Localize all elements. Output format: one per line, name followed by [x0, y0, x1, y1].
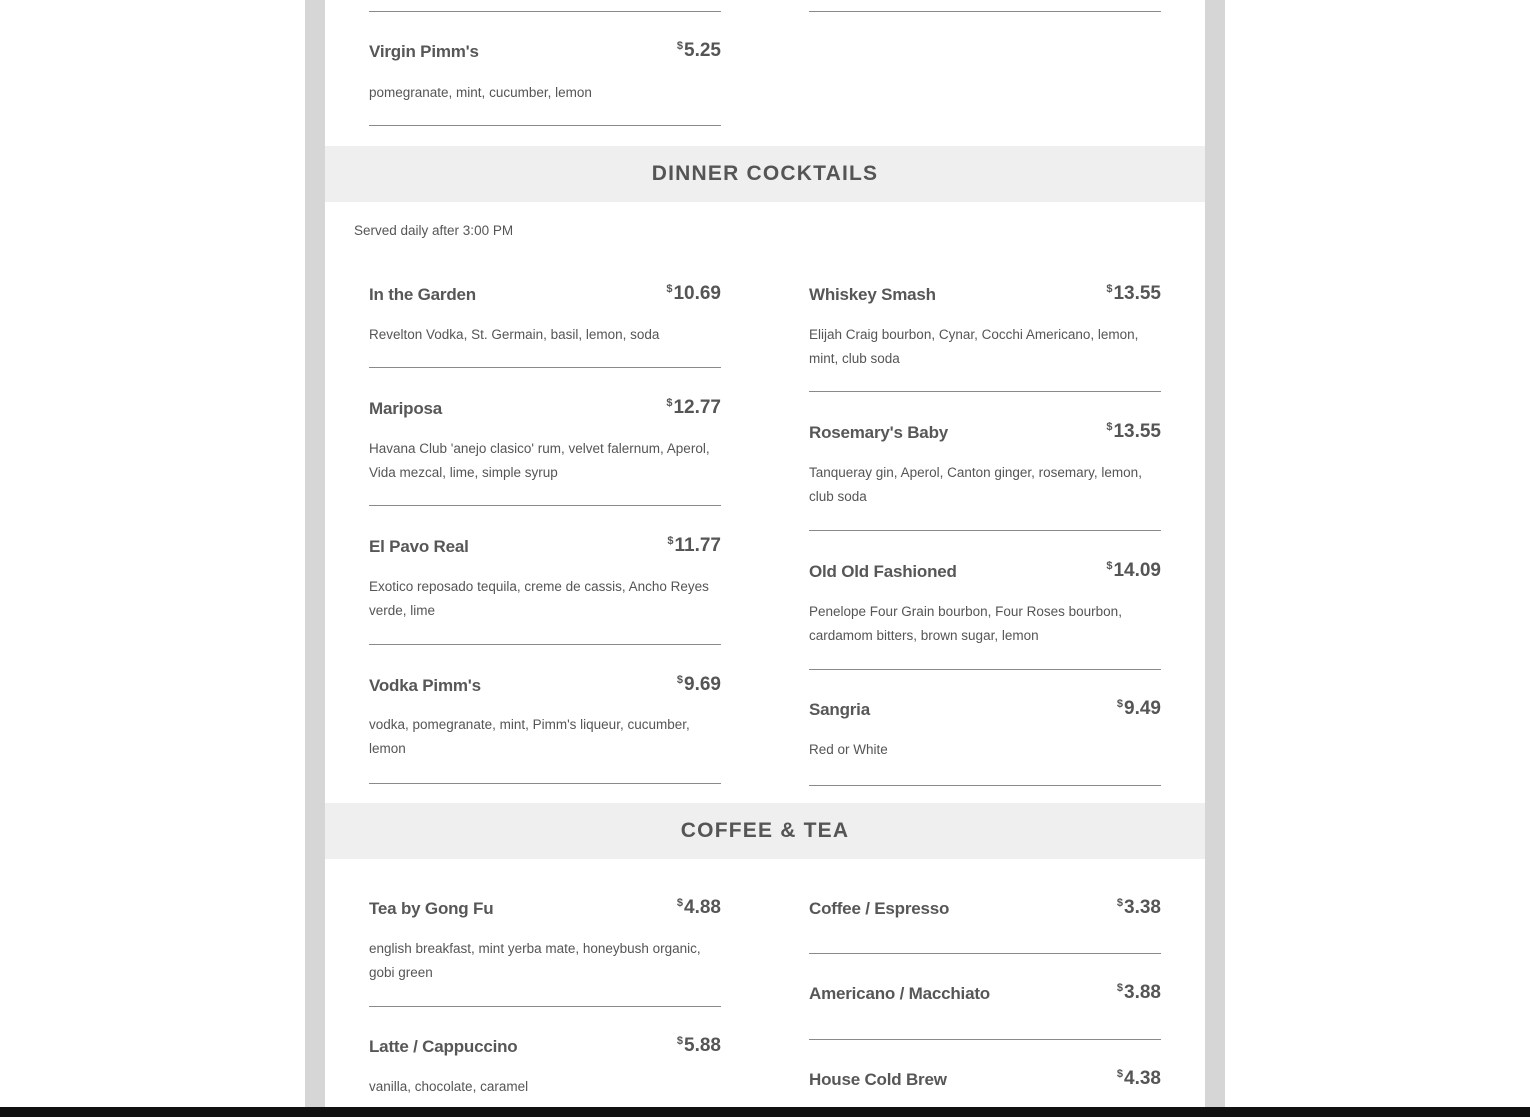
- menu-sheet: [325, 0, 1205, 1107]
- divider: [809, 11, 1161, 12]
- item-description: Revelton Vodka, St. Germain, basil, lemon, soda: [369, 327, 660, 342]
- item-price: [1106, 421, 1161, 443]
- item-name: Whiskey Smash: [809, 285, 936, 304]
- price-value: 10.69: [673, 283, 721, 304]
- currency-symbol: $: [1106, 421, 1113, 433]
- item-name: House Cold Brew: [809, 1070, 947, 1089]
- item-name: In the Garden: [369, 285, 476, 304]
- menu-item: [809, 954, 1161, 1040]
- menu-item: [809, 531, 1161, 670]
- currency-symbol: $: [1116, 698, 1124, 710]
- price-value: 11.77: [674, 535, 721, 556]
- price-value: 9.49: [1124, 698, 1161, 719]
- menu-item: [809, 670, 1161, 786]
- item-price: [666, 397, 721, 419]
- menu-item: [369, 870, 721, 1007]
- menu-item: [369, 12, 721, 126]
- item-name: Rosemary's Baby: [809, 423, 949, 442]
- item-name: Sangria: [809, 700, 870, 719]
- item-name: Old Old Fashioned: [809, 562, 957, 581]
- item-name: Coffee / Espresso: [809, 899, 950, 918]
- item-price: [1117, 897, 1161, 919]
- item-price: [666, 283, 721, 305]
- item-description: Red or White: [809, 742, 888, 757]
- price-value: 9.69: [684, 674, 721, 695]
- price-value: 13.55: [1113, 283, 1161, 304]
- currency-symbol: $: [666, 283, 673, 295]
- currency-symbol: $: [666, 397, 673, 409]
- item-price: [1117, 698, 1161, 720]
- item-name: Virgin Pimm's: [369, 42, 479, 61]
- item-description: Tanqueray gin, Aperol, Canton ginger, rosemary, lemon, club soda: [809, 465, 1142, 504]
- item-name: Tea by Gong Fu: [369, 899, 494, 918]
- currency-symbol: $: [676, 1035, 684, 1047]
- item-price: [667, 535, 721, 557]
- currency-symbol: $: [1116, 897, 1124, 909]
- menu-item: [369, 506, 721, 645]
- item-description: Elijah Craig bourbon, Cynar, Cocchi Americano, lemon, mint, club soda: [809, 327, 1139, 366]
- currency-symbol: $: [1116, 982, 1124, 994]
- price-value: 13.55: [1113, 421, 1161, 442]
- currency-symbol: $: [676, 897, 684, 909]
- item-name: Latte / Cappuccino: [369, 1037, 518, 1056]
- item-price: [677, 1035, 721, 1057]
- price-value: 5.25: [684, 40, 721, 61]
- top-left-column: [369, 12, 721, 126]
- item-name: Americano / Macchiato: [809, 984, 990, 1003]
- coffee-left-column: [369, 870, 721, 1107]
- currency-symbol: $: [1116, 1068, 1124, 1080]
- price-value: 5.88: [684, 1035, 721, 1056]
- menu-item: [369, 645, 721, 784]
- section-note: Served daily after 3:00 PM: [354, 223, 514, 238]
- item-description: vodka, pomegranate, mint, Pimm's liqueur, cucumber, lemon: [369, 717, 690, 756]
- currency-symbol: $: [676, 674, 684, 686]
- menu-item: [809, 392, 1161, 531]
- item-description: Exotico reposado tequila, creme de cassis, Ancho Reyes verde, lime: [369, 579, 709, 618]
- menu-item: [809, 870, 1161, 954]
- menu-item: [369, 368, 721, 506]
- item-description: Havana Club 'anejo clasico' rum, velvet falernum, Aperol, Vida mezcal, lime, simple syrup: [369, 441, 710, 480]
- item-description: vanilla, chocolate, caramel: [369, 1079, 529, 1094]
- section-header-dinner-cocktails: DINNER COCKTAILS: [325, 146, 1205, 202]
- coffee-right-column: [809, 870, 1161, 1107]
- bottom-bar: [0, 1107, 1530, 1117]
- menu-item: [809, 1040, 1161, 1107]
- dinner-left-column: [369, 256, 721, 784]
- currency-symbol: $: [676, 40, 684, 52]
- item-price: [1106, 283, 1161, 305]
- menu-item: [369, 256, 721, 368]
- item-description: pomegranate, mint, cucumber, lemon: [369, 85, 592, 100]
- currency-symbol: $: [667, 535, 674, 547]
- menu-item: [809, 256, 1161, 392]
- currency-symbol: $: [1106, 283, 1113, 295]
- item-price: [1117, 982, 1161, 1004]
- item-name: Vodka Pimm's: [369, 676, 481, 695]
- price-value: 4.88: [684, 897, 721, 918]
- item-description: Penelope Four Grain bourbon, Four Roses bourbon, cardamom bitters, brown sugar, lemon: [809, 604, 1122, 643]
- currency-symbol: $: [1106, 560, 1113, 572]
- price-value: 14.09: [1113, 560, 1161, 581]
- item-price: [1117, 1068, 1161, 1090]
- item-price: [677, 897, 721, 919]
- item-name: Mariposa: [369, 399, 443, 418]
- section-header-coffee-tea: COFFEE & TEA: [325, 803, 1205, 859]
- item-price: [677, 40, 721, 62]
- item-name: El Pavo Real: [369, 537, 469, 556]
- item-description: english breakfast, mint yerba mate, honeybush organic, gobi green: [369, 941, 701, 980]
- price-value: 12.77: [673, 397, 721, 418]
- price-value: 4.38: [1124, 1068, 1161, 1089]
- item-price: [677, 674, 721, 696]
- price-value: 3.88: [1124, 982, 1161, 1003]
- menu-item: [369, 1007, 721, 1107]
- item-price: [1106, 560, 1161, 582]
- price-value: 3.38: [1124, 897, 1161, 918]
- dinner-right-column: [809, 256, 1161, 786]
